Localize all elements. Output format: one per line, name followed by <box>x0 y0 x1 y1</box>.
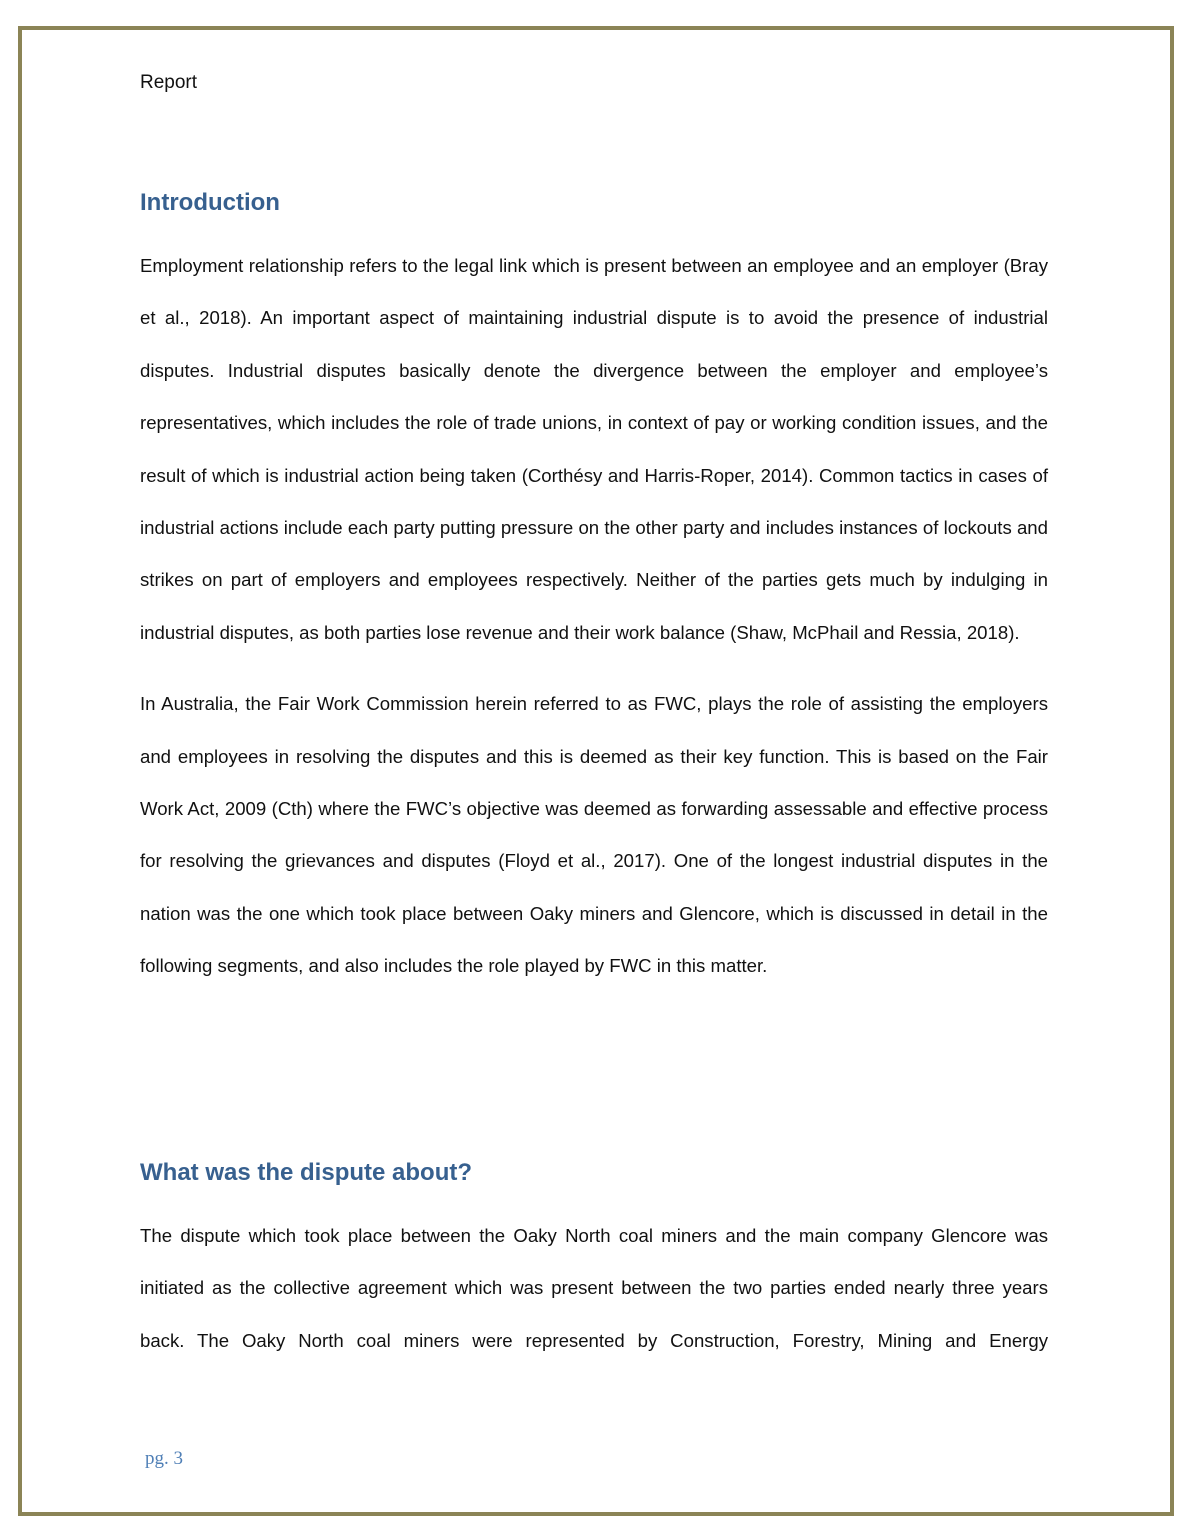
section-heading-introduction: Introduction <box>140 189 280 216</box>
section-heading-dispute: What was the dispute about? <box>140 1159 473 1186</box>
intro-paragraph-2: In Australia, the Fair Work Commission herein referred to as FWC, plays the role of assisting the employers and employees in resolving the disputes and this is deemed as their key function. This is based on the Fair Work Act, 2009 (Cth) where the FWC’s objective was deemed as forwarding assessable and effective process for resolving the grievances and disputes (Floyd et al., 2017). One of the longest industrial disputes in the nation was the one which took place between Oaky miners and Glencore, which is discussed in detail in the following segments, and also includes the role played by FWC in this matter. <box>140 693 1048 977</box>
document-header: Report <box>140 72 198 93</box>
page-number: pg. 3 <box>145 1448 183 1469</box>
dispute-paragraph-1: The dispute which took place between the Oaky North coal miners and the main company Glencore was initiated as the collective agreement which was present between the two parties ended nearly three years back. The Oaky North coal miners were represented by Construction, Forestry, Mining and Energy <box>140 1225 1048 1351</box>
intro-paragraph-1: Employment relationship refers to the legal link which is present between an employee and an employer (Bray et al., 2018). An important aspect of maintaining industrial dispute is to avoid the presence of industrial disputes. Industrial disputes basically denote the divergence between the employer and employee’s representatives, which includes the role of trade unions, in context of pay or working condition issues, and the result of which is industrial action being taken (Corthésy and Harris-Roper, 2014). Common tactics in cases of industrial actions include each party putting pressure on the other party and includes instances of lockouts and strikes on part of employers and employees respectively. Neither of the parties gets much by indulging in industrial disputes, as both parties lose revenue and their work balance (Shaw, McPhail and Ressia, 2018). <box>140 255 1048 643</box>
section-dispute <box>140 1158 1048 1367</box>
section-introduction <box>140 188 1048 993</box>
